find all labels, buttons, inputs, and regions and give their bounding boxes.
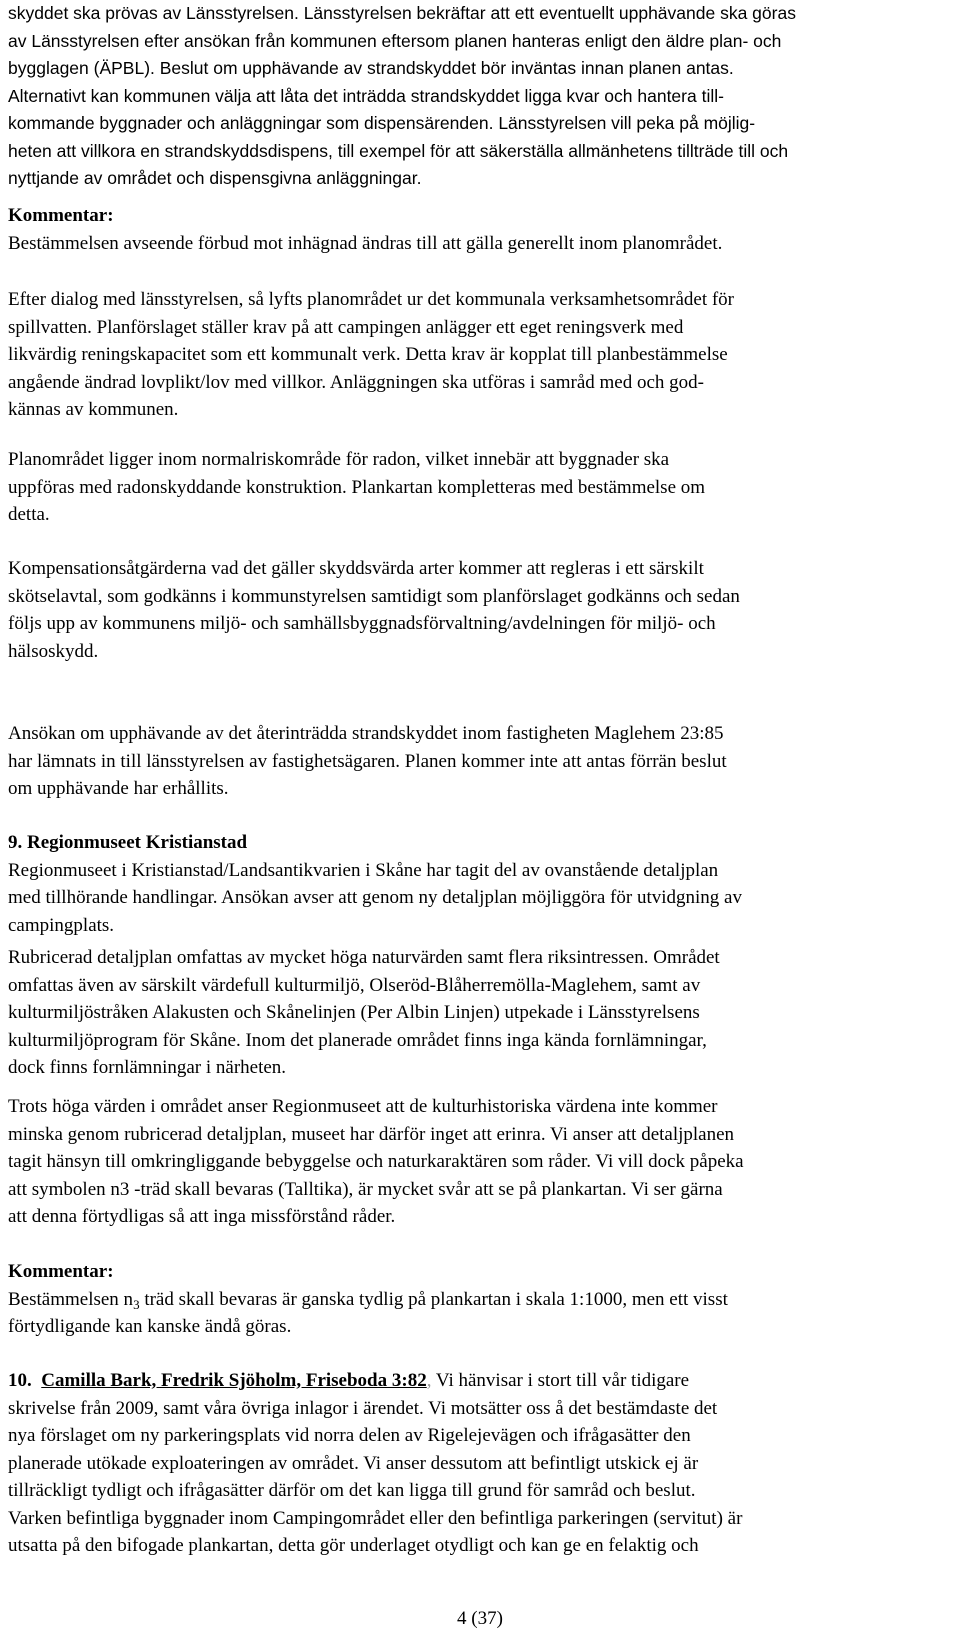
paragraph bbox=[8, 720, 727, 803]
paragraph bbox=[8, 944, 720, 1082]
text-line: Rubricerad detaljplan omfattas av mycket höga naturvärden samt flera riksintressen. Området bbox=[8, 947, 720, 968]
section-10 bbox=[8, 1367, 742, 1560]
text-line: skötselavtal, som godkänns i kommunstyrelsen samtidigt som planförslaget godkänns och sedan bbox=[8, 585, 740, 607]
text-line: följs upp av kommunens miljö- och samhällsbyggnadsförvaltning/avdelningen för miljö- och bbox=[8, 613, 716, 634]
page-number: 4 (37) bbox=[457, 1608, 503, 1629]
text-line: att symbolen n3 -träd skall bevaras (Talltika), är mycket svår att se på plankartan. Vi ser gärna bbox=[8, 1178, 723, 1200]
text-line bbox=[8, 1289, 728, 1310]
paragraph bbox=[8, 1093, 744, 1231]
text-line: kulturmiljöprogram för Skåne. Inom det planerade området finns inga kända fornlämningar, bbox=[8, 1029, 707, 1051]
text-line: utsatta på den bifogade plankartan, detta gör underlaget otydligt och kan ge en felaktig och bbox=[8, 1535, 699, 1556]
text-line: har lämnats in till länsstyrelsen av fastighetsägaren. Planen kommer inte att antas förrän beslut bbox=[8, 750, 727, 772]
section-heading: 9. Regionmuseet Kristianstad bbox=[8, 832, 248, 853]
paragraph bbox=[8, 446, 705, 529]
text-line: spillvatten. Planförslaget ställer krav på att campingen anlägger ett eget reningsverk med bbox=[8, 316, 684, 338]
section-first-line bbox=[8, 1370, 689, 1391]
text-line: skyddet ska prövas av Länsstyrelsen. Länsstyrelsen bekräftar att ett eventuellt upphävande ska göras bbox=[8, 3, 796, 23]
section-heading-link[interactable]: Camilla Bark, Fredrik Sjöholm, Friseboda 3:82 bbox=[41, 1370, 427, 1391]
comment-label: Kommentar: bbox=[8, 1261, 114, 1282]
text-line: uppföras med radonskyddande konstruktion. Plankartan kompletteras med bestämmelse om bbox=[8, 476, 706, 498]
text-line: av Länsstyrelsen efter ansökan från kommunen eftersom planen hanteras enligt den äldre plan- och bbox=[8, 30, 782, 51]
text-line: Trots höga värden i området anser Regionmuseet att de kulturhistoriska värdena inte kommer bbox=[8, 1096, 718, 1117]
text-line: förtydligande kan kanske ändå göras. bbox=[8, 1316, 292, 1337]
text-line: detta. bbox=[8, 504, 50, 525]
text-line: angående ändrad lovplikt/lov med villkor. Anläggningen ska utföras i samråd med och god- bbox=[8, 371, 704, 393]
text-line: Kompensationsåtgärderna vad det gäller skyddsvärda arter kommer att regleras i ett särskilt bbox=[8, 558, 704, 579]
paragraph bbox=[8, 0, 796, 193]
text-line: minska genom rubricerad detaljplan, museet har därför inget att erinra. Vi anser att detaljplanen bbox=[8, 1123, 735, 1145]
text-line: likvärdig reningskapacitet som ett kommunalt verk. Detta krav är kopplat till planbestämmelse bbox=[8, 344, 728, 365]
text-line: tillräckligt tydligt och ifrågasätter därför om det kan ligga till grund för samråd och beslut. bbox=[8, 1480, 696, 1501]
text-line: Bestämmelsen avseende förbud mot inhägnad ändras till att gälla generellt inom planområdet. bbox=[8, 232, 723, 254]
text-line: heten att villkora en strandskyddsdispens, till exempel för att säkerställa allmänhetens tillträde till och bbox=[8, 140, 789, 161]
text-line: Regionmuseet i Kristianstad/Landsantikvarien i Skåne har tagit del av ovanstående detaljplan bbox=[8, 859, 719, 881]
paragraph bbox=[8, 286, 734, 424]
comment-block bbox=[8, 202, 722, 257]
text-line: tagit hänsyn till omkringliggande bebyggelse och naturkaraktären som råder. Vi vill dock påpeka bbox=[8, 1151, 744, 1172]
text-line: hälsoskydd. bbox=[8, 640, 99, 662]
text-line: Efter dialog med länsstyrelsen, så lyfts planområdet ur det kommunala verksamhetsområdet för bbox=[8, 289, 735, 310]
subscript: 3 bbox=[133, 1296, 140, 1312]
text-line: skrivelse från 2009, samt våra övriga inlagor i ärendet. Vi motsätter oss å det bestämdaste det bbox=[8, 1397, 718, 1419]
text-line: campingplats. bbox=[8, 914, 115, 936]
text-line: om upphävande har erhållits. bbox=[8, 778, 229, 799]
text-line: nya förslaget om ny parkeringsplats vid norra delen av Rigelejevägen och ifrågasätter den bbox=[8, 1425, 691, 1446]
paragraph bbox=[8, 555, 740, 665]
text-line: Planområdet ligger inom normalriskområde för radon, vilket innebär att byggnader ska bbox=[8, 449, 670, 470]
text-line: kulturmiljöstråken Alakusten och Skånelinjen (Per Albin Linjen) utpekade i Länsstyrelsens bbox=[8, 1002, 700, 1023]
text-line: Alternativt kan kommunen välja att låta det inträdda strandskyddet ligga kvar och hantera till- bbox=[8, 85, 724, 106]
text-line: med tillhörande handlingar. Ansökan avser att genom ny detaljplan möjliggöra för utvidgning av bbox=[8, 887, 742, 908]
text-line: att denna förtydligas så att inga missförstånd råder. bbox=[8, 1206, 396, 1227]
text-line: planerade utökade exploateringen av området. Vi anser dessutom att befintligt utskick ej är bbox=[8, 1452, 699, 1474]
text-line: nyttjande av området och dispensgivna anläggningar. bbox=[8, 168, 422, 188]
section-number: 10. bbox=[8, 1370, 32, 1391]
text-line: Ansökan om upphävande av det återinträdda strandskyddet inom fastigheten Maglehem 23:85 bbox=[8, 723, 724, 744]
text-line: Varken befintliga byggnader inom Campingområdet eller den befintliga parkeringen (servitut) är bbox=[8, 1507, 743, 1529]
text-line: bygglagen (ÄPBL). Beslut om upphävande av strandskyddet bör inväntas innan planen antas. bbox=[8, 58, 734, 78]
section-9 bbox=[8, 829, 742, 939]
comment-block bbox=[8, 1258, 728, 1341]
text-fragment: Vi hänvisar i stort till vår tidigare bbox=[431, 1370, 690, 1391]
text-line: kännas av kommunen. bbox=[8, 399, 179, 420]
text-fragment: träd skall bevaras är ganska tydlig på plankartan i skala 1:1000, men ett visst bbox=[139, 1288, 728, 1310]
text-line: kommande byggnader och anläggningar som dispensärenden. Länsstyrelsen vill peka på möjlig- bbox=[8, 113, 756, 133]
text-line: omfattas även av särskilt värdefull kulturmiljö, Olseröd-Blåherremölla-Maglehem, samt av bbox=[8, 974, 701, 996]
comment-label: Kommentar: bbox=[8, 205, 114, 226]
text-line: dock finns fornlämningar i närheten. bbox=[8, 1057, 287, 1078]
text-fragment: Bestämmelsen n bbox=[8, 1288, 134, 1310]
heading-comma: , bbox=[426, 1370, 432, 1391]
